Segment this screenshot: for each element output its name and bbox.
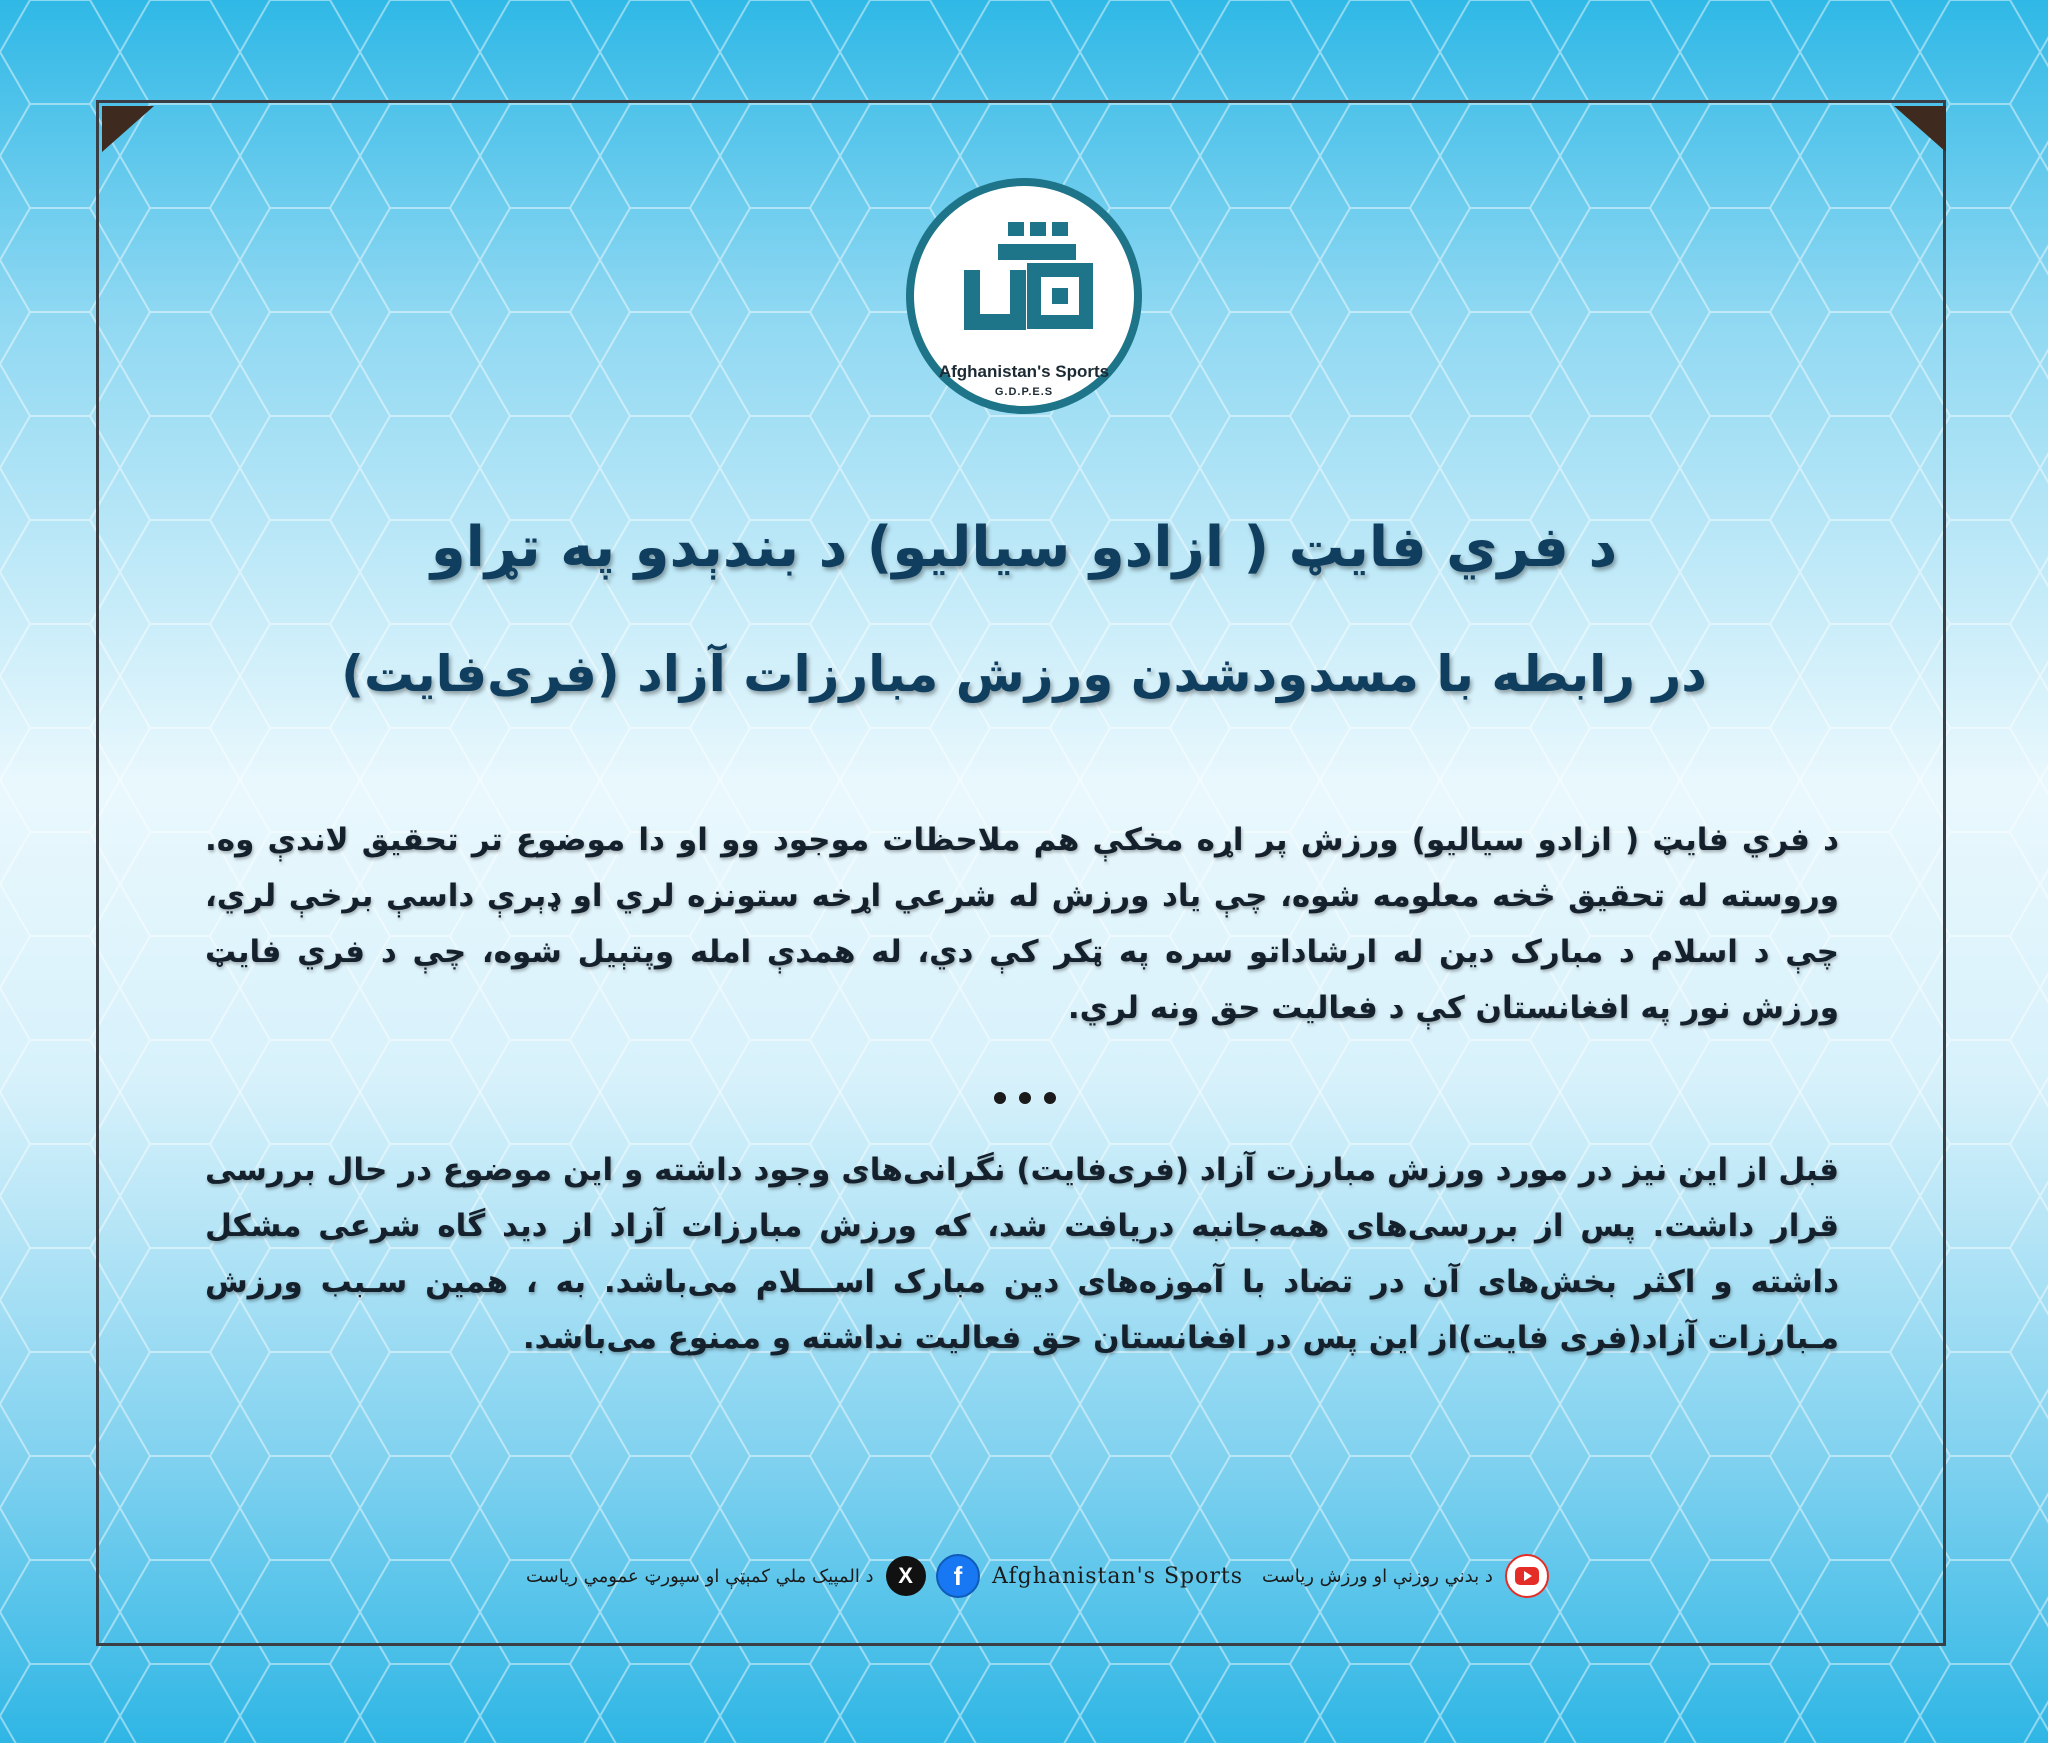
x-link[interactable] — [526, 1550, 926, 1602]
dari-paragraph: قبل از این نیز در مورد ورزش مبارزت آزاد (فری‌فایت) نگرانی‌های وجود داشته و این موضوع در حال بررسی قرار داشت. پس از بررسی‌های همه‌جانبه دریافت شد، که ورزش مبارزات آزاد از دید گاه شرعی مشکل داشته و اکثر بخش‌های آن در تضاد با آموزه‌های دین مبارک اســـلام می‌باشد. به ، همین سـبب ورزش مـبارزات آزاد(فری فایت)از این پس در افغانستان حق فعالیت نداشته و ممنوع می‌باشد. — [205, 1152, 1839, 1356]
youtube-link[interactable] — [1262, 1550, 1549, 1602]
facebook-icon: f — [936, 1554, 980, 1598]
logo-subtitle: G.D.P.E.S — [994, 386, 1054, 398]
logo-brand-text: Afghanistan's Sports — [938, 362, 1110, 381]
x-icon: X — [886, 1556, 926, 1596]
facebook-link[interactable] — [936, 1550, 1243, 1602]
pashto-paragraph: د فري فایټ ( ازادو سیالیو) ورزش پر اړه مخکې هم ملاحظات موجود وو او دا موضوع تر تحقیق لاندې وه. وروسته له تحقیق څخه معلومه شوه، چې یاد ورزش له شرعي اړخه ستونزه لري او ډېرې داسې برخې لري، چې د اسلام د مبارک دین له ارشاداتو سره په ټکر کې دي، له همدې امله وپتېیل شوه، چې د فري فایټ ورزش نور په افغانستان کې د فعالیت حق ونه لري. — [205, 822, 1839, 1026]
logo-mark-icon — [942, 214, 1106, 354]
corner-ornament-right — [1894, 106, 1946, 152]
dari-title: در رابطه با مسدودشدن ورزش مبارزات آزاد (فری‌فایت) — [341, 645, 1707, 703]
youtube-label: د بدني روزنې او ورزش ریاست — [1262, 1565, 1493, 1587]
youtube-icon — [1505, 1554, 1549, 1598]
corner-ornament-left — [102, 106, 154, 152]
x-label: د المپیک ملي کمېټې او سپورټ عمومي ریاست — [526, 1565, 874, 1587]
pashto-title: د فري فایټ ( ازادو سیالیو) د بندېدو په تړاو — [430, 515, 1618, 580]
separator-dots — [990, 1088, 1060, 1108]
facebook-label: Afghanistan's Sports — [992, 1563, 1244, 1589]
afghanistan-sports-logo — [906, 178, 1142, 414]
